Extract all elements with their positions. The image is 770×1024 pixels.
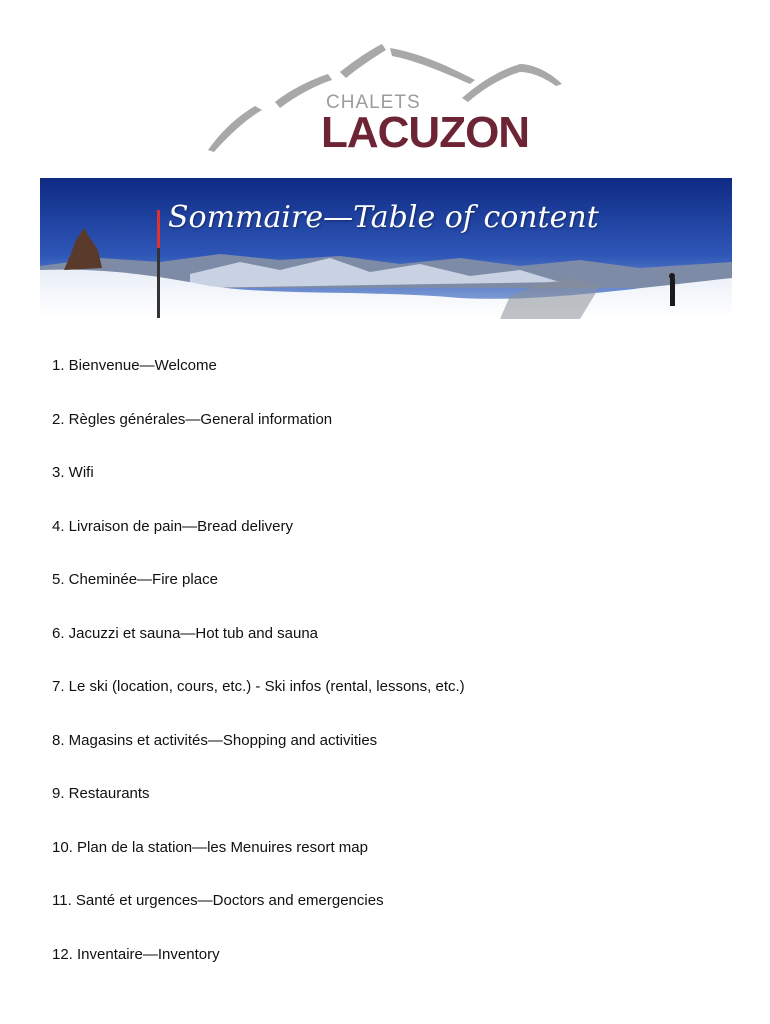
- toc-item[interactable]: 5. Cheminée—Fire place: [52, 571, 218, 588]
- logo-subtitle: CHALETS: [326, 92, 421, 113]
- toc-item[interactable]: 7. Le ski (location, cours, etc.) - Ski infos (rental, lessons, etc.): [52, 678, 465, 695]
- toc-item[interactable]: 8. Magasins et activités—Shopping and activities: [52, 731, 378, 749]
- chalets-lacuzon-logo: [200, 38, 570, 158]
- toc-item[interactable]: 11. Santé et urgences—Doctors and emergencies: [52, 892, 384, 909]
- toc-item[interactable]: 10. Plan de la station—les Menuires resort map: [52, 838, 368, 856]
- banner-title: Sommaire—Table of content: [168, 200, 599, 235]
- logo-name: LACUZON: [321, 108, 530, 157]
- toc-item[interactable]: 9. Restaurants: [52, 785, 150, 802]
- toc-item[interactable]: 4. Livraison de pain—Bread delivery: [52, 517, 293, 535]
- toc-item[interactable]: 12. Inventaire—Inventory: [52, 945, 220, 963]
- toc-item[interactable]: 6. Jacuzzi et sauna—Hot tub and sauna: [52, 624, 319, 642]
- table-of-contents: [52, 356, 465, 998]
- toc-item[interactable]: 1. Bienvenue—Welcome: [52, 357, 217, 374]
- banner: [40, 178, 732, 319]
- toc-item[interactable]: 3. Wifi: [52, 464, 94, 481]
- toc-item[interactable]: 2. Règles générales—General information: [52, 410, 333, 428]
